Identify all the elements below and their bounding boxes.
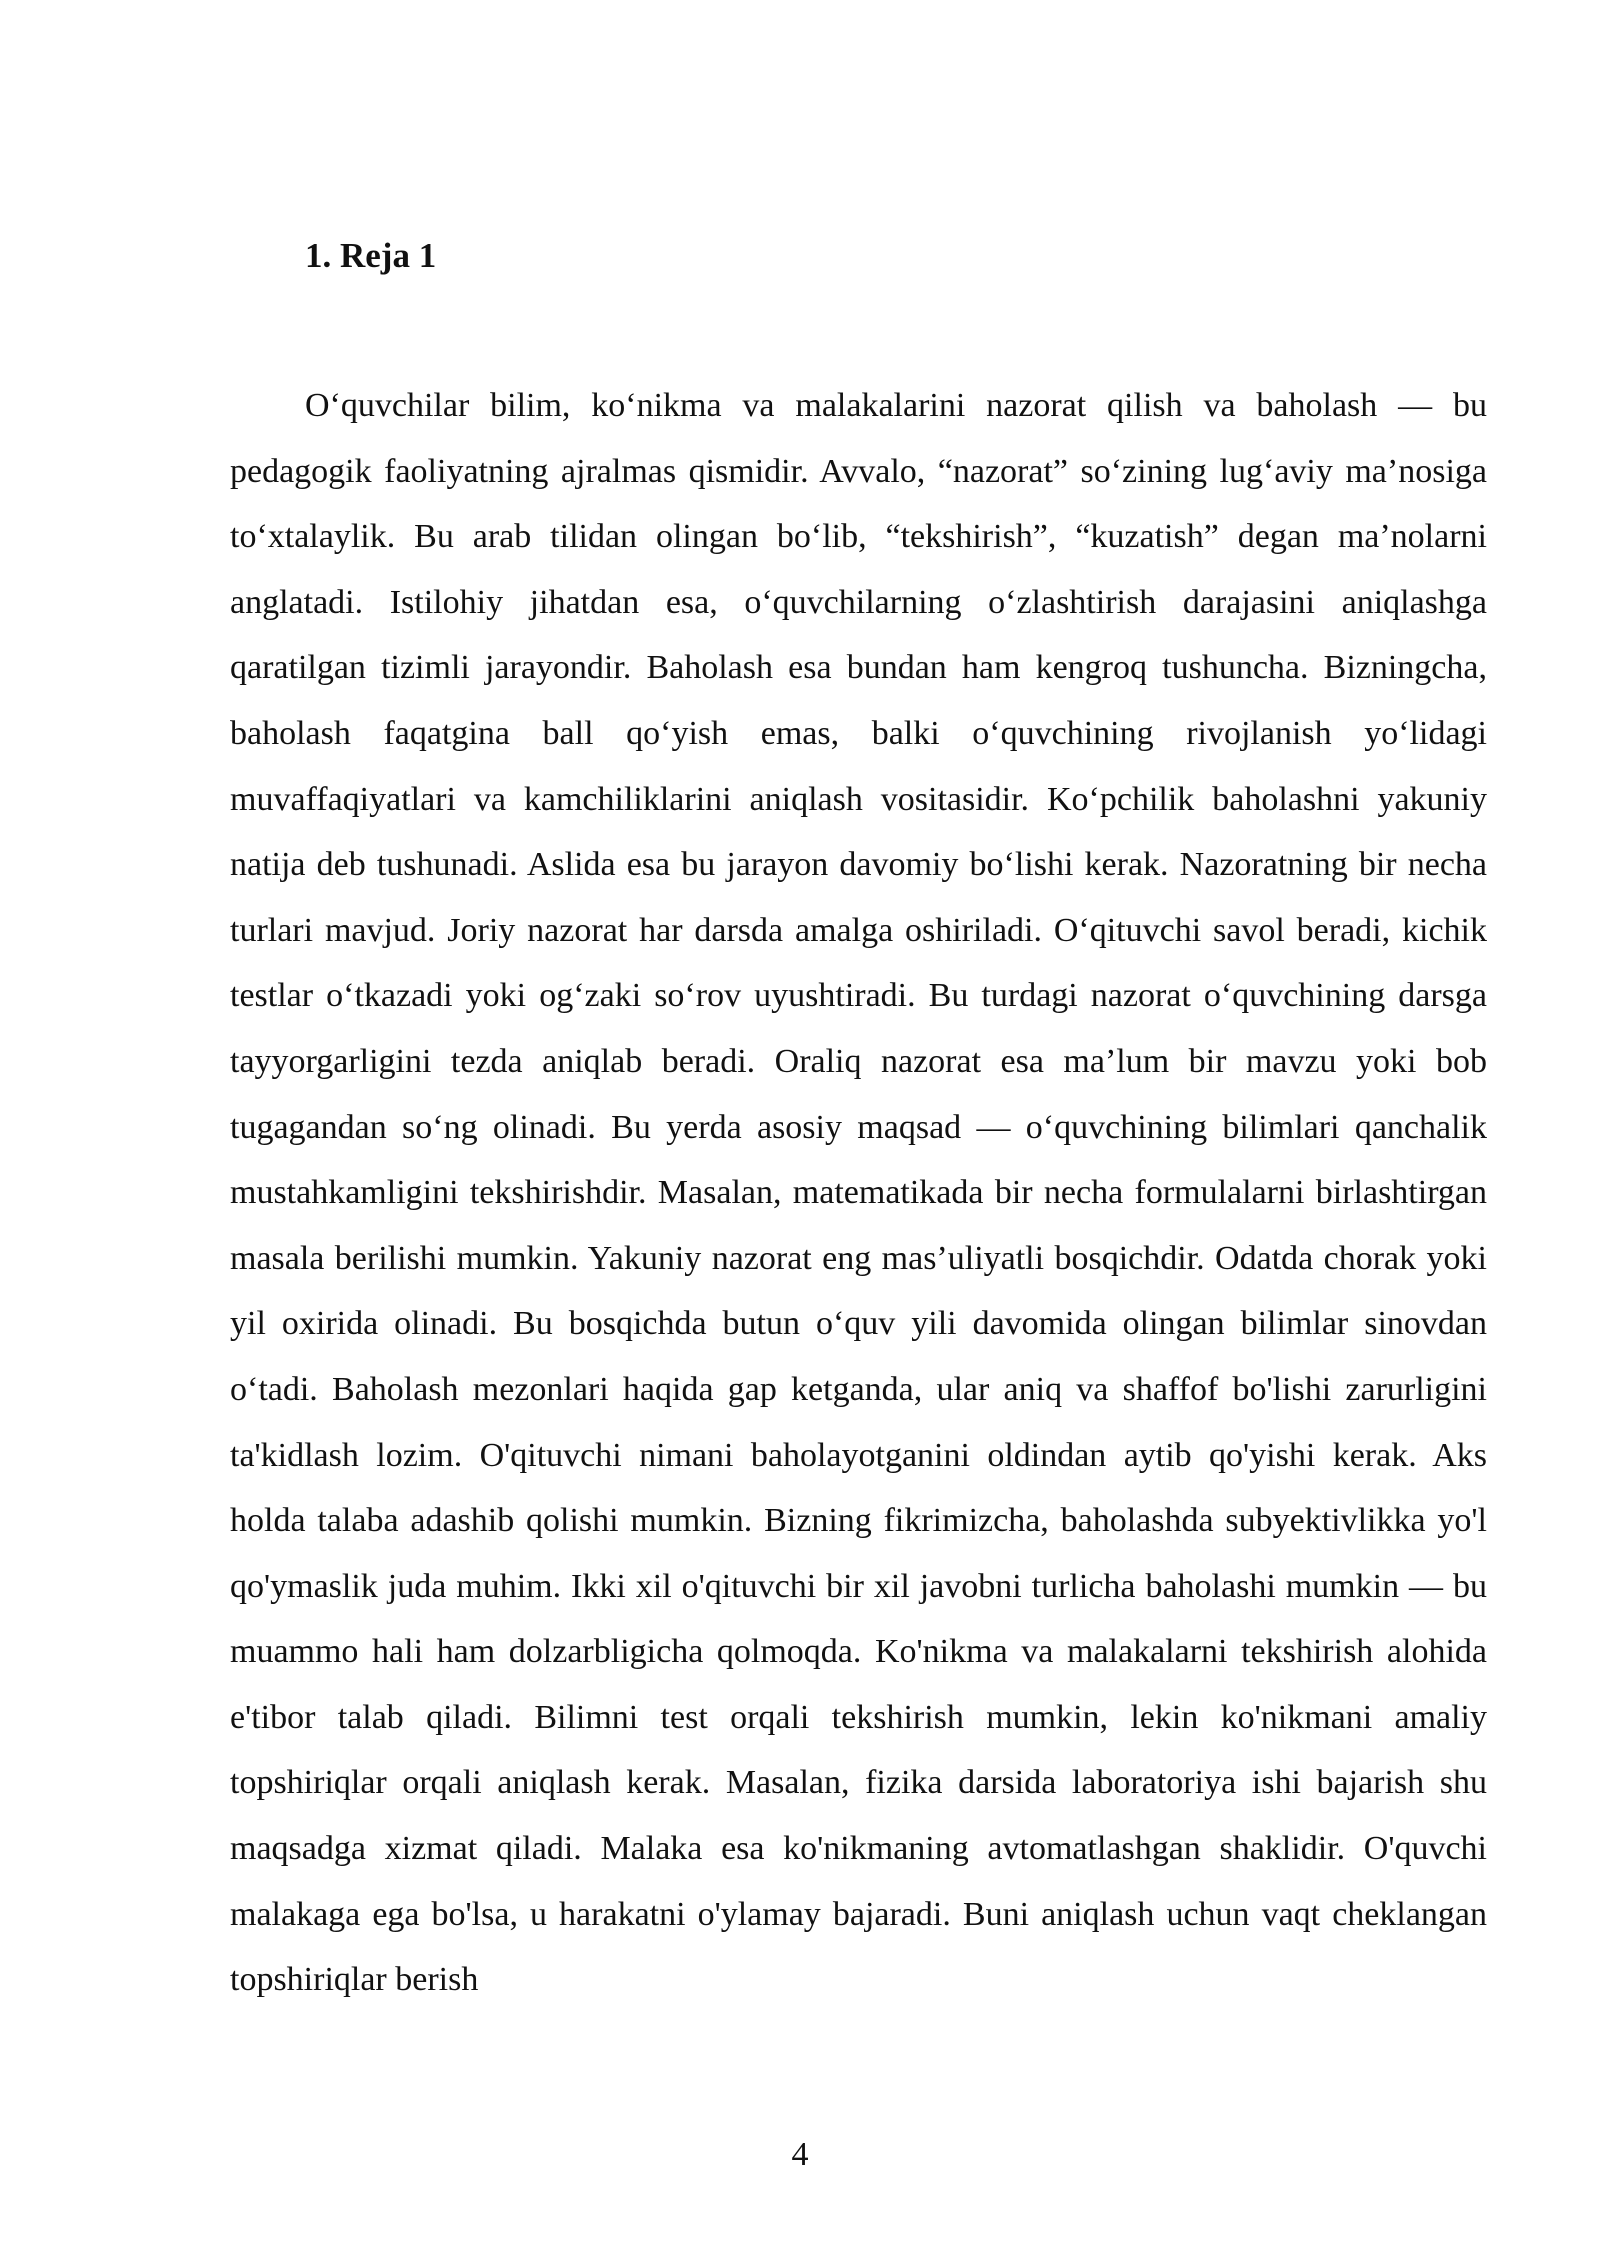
body-paragraph: O‘quvchilar bilim, ko‘nikma va malakalarini nazorat qilish va baholash — bu pedagogik faoliyatning ajralmas qismidir. Avvalo, “nazorat” so‘zining lug‘aviy ma’nosiga to‘xtalaylik. Bu arab tilidan olingan bo‘lib, “tekshirish”, “kuzatish” degan ma’nolarni anglatadi. Istilohiy jihatdan esa, o‘quvchilarning o‘zlashtirish darajasini aniqlashga qaratilgan tizimli jarayondir. Baholash esa bundan ham kengroq tushuncha. Bizningcha, baholash faqatgina ball qo‘yish emas, balki o‘quvchining rivojlanish yo‘lidagi muvaffaqiyatlari va kamchiliklarini aniqlash vositasidir. Ko‘pchilik baholashni yakuniy natija deb tushunadi. Aslida esa bu jarayon davomiy bo‘lishi kerak. Nazoratning bir necha turlari mavjud. Joriy nazorat har darsda amalga oshiriladi. O‘qituvchi savol beradi, kichik testlar o‘tkazadi yoki og‘zaki so‘rov uyushtiradi. Bu turdagi nazorat o‘quvchining darsga tayyorgarligini tezda aniqlab beradi. Oraliq nazorat esa ma’lum bir mavzu yoki bob tugagandan so‘ng olinadi. Bu yerda asosiy maqsad — o‘quvchining bilimlari qanchalik mustahkamligini tekshirishdir. Masalan, matematikada bir necha formulalarni birlashtirgan masala berilishi mumkin. Yakuniy nazorat eng mas’uliyatli bosqichdir. Odatda chorak yoki yil oxirida olinadi. Bu bosqichda butun o‘quv yili davomida olingan bilimlar sinovdan o‘tadi. Baholash mezonlari haqida gap ketganda, ular aniq va shaffof bo'lishi zarurligini ta'kidlash lozim. O'qituvchi nimani baholayotganini oldindan aytib qo'yishi kerak. Aks holda talaba adashib qolishi mumkin. Bizning fikrimizcha, baholashda subyektivlikka yo'l qo'ymaslik juda muhim. Ikki xil o'qituvchi bir xil javobni turlicha baholashi mumkin — bu muammo hali ham dolzarbligicha qolmoqda. Ko'nikma va malakalarni tekshirish alohida e'tibor talab qiladi. Bilimni test orqali tekshirish mumkin, lekin ko'nikmani amaliy topshiriqlar orqali aniqlash kerak. Masalan, fizika darsida laboratoriya ishi bajarish shu maqsadga xizmat qiladi. Malaka esa ko'nikmaning avtomatlashgan shaklidir. O'quvchi malakaga ega bo'lsa, u harakatni o'ylamay bajaradi. Buni aniqlash uchun vaqt cheklangan topshiriqlar berish bbox=[230, 387, 1487, 1999]
section-heading: 1. Reja 1 bbox=[305, 236, 437, 275]
page-number: 4 bbox=[791, 2136, 809, 2173]
